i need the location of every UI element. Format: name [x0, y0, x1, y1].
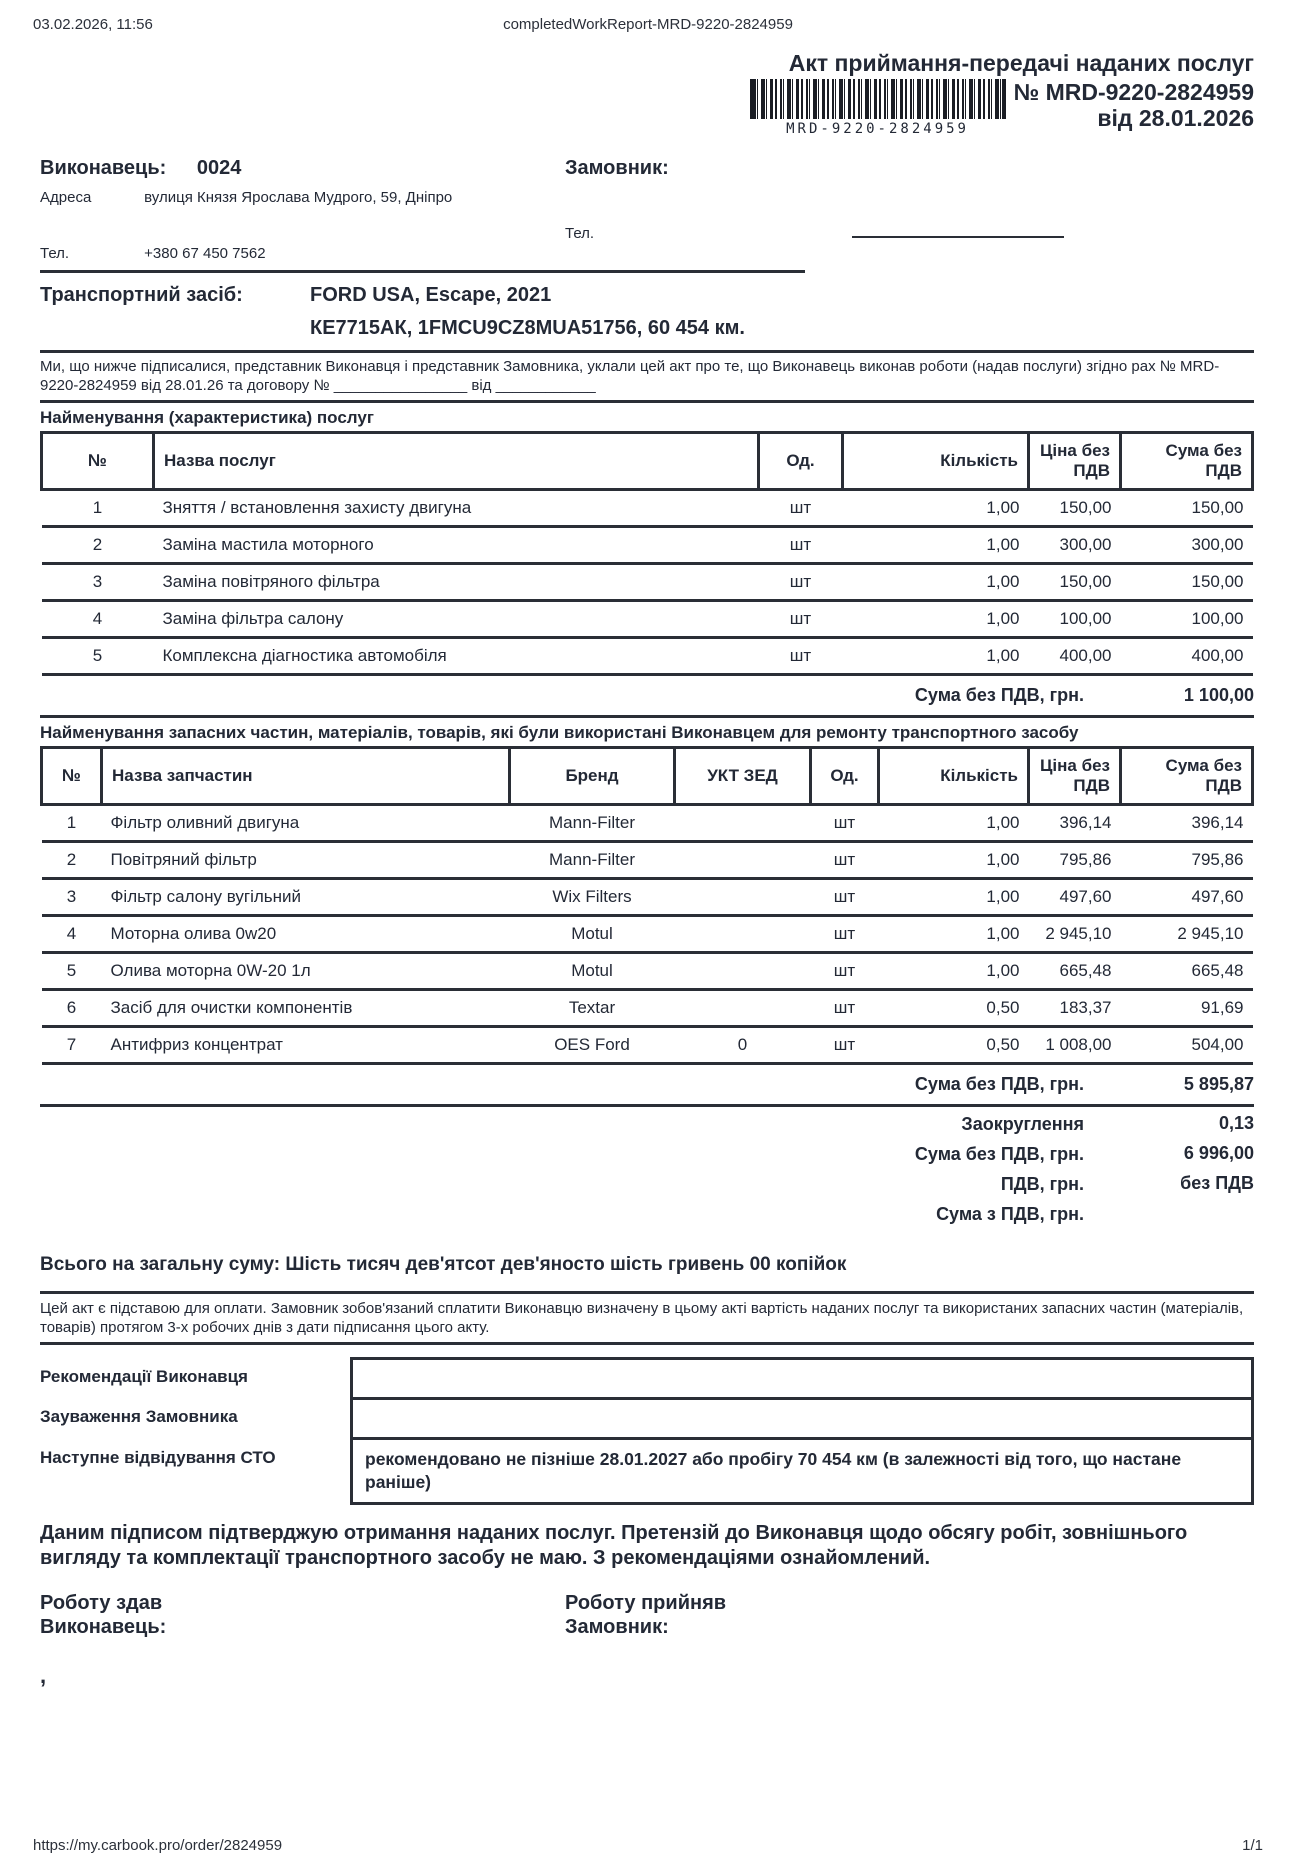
browser-print-footer [33, 1837, 1263, 1854]
cell-unit: шт [811, 805, 879, 842]
part-row [42, 805, 1253, 842]
cell-price: 497,60 [1029, 879, 1121, 916]
cell-qty: 1,00 [843, 564, 1029, 601]
services-col-price: Ціна без ПДВ [1029, 433, 1121, 490]
divider-after-parts [40, 1104, 1254, 1107]
divider-before-terms [40, 1291, 1254, 1294]
cell-price: 100,00 [1029, 601, 1121, 638]
cell-ukt [675, 805, 811, 842]
executor-phone-label: Тел. [40, 245, 70, 262]
cell-sum: 300,00 [1121, 527, 1253, 564]
parts-table [40, 746, 1254, 1065]
vehicle-section [40, 282, 1254, 350]
totals-section [40, 1109, 1254, 1229]
cell-num: 4 [42, 601, 154, 638]
cell-num: 2 [42, 527, 154, 564]
cell-price: 183,37 [1029, 990, 1121, 1027]
footer-page-number: 1/1 [1242, 1837, 1263, 1854]
cell-unit: шт [811, 953, 879, 990]
customer-signature-block [565, 1591, 1254, 1689]
signatures-section [40, 1591, 1254, 1689]
cell-sum: 665,48 [1121, 953, 1253, 990]
sum-with-vat-row [40, 1199, 1254, 1229]
cell-name: Олива моторна 0W-20 1л [102, 953, 510, 990]
customer-label: Замовник: [565, 157, 669, 179]
address-value: вулиця Князя Ярослава Мудрого, 59, Дніпро [144, 189, 453, 206]
executor-recommendations-label: Рекомендації Виконавця [40, 1367, 248, 1386]
document-date: від 28.01.2026 [1097, 105, 1254, 131]
customer-signature-label: Замовник: [565, 1616, 669, 1638]
rounding-row [40, 1109, 1254, 1139]
cell-brand: OES Ford [510, 1027, 675, 1064]
parts-col-qty: Кількість [879, 748, 1029, 805]
cell-price: 300,00 [1029, 527, 1121, 564]
executor-phone-value: +380 67 450 7562 [144, 245, 266, 262]
cell-num: 1 [42, 490, 154, 527]
document-number: № MRD-9220-2824959 [1013, 79, 1254, 105]
cell-price: 396,14 [1029, 805, 1121, 842]
cell-qty: 1,00 [843, 638, 1029, 675]
vehicle-label: Транспортний засіб: [40, 284, 243, 306]
cell-qty: 1,00 [879, 879, 1029, 916]
cell-ukt [675, 842, 811, 879]
sum-no-vat-label: Сума без ПДВ, грн. [914, 1143, 1084, 1164]
cell-unit: шт [759, 527, 843, 564]
document-title: Акт приймання-передачі наданих послуг [788, 50, 1254, 76]
executor-signature-label: Виконавець: [40, 1616, 167, 1638]
address-label: Адреса [40, 189, 92, 206]
cell-qty: 1,00 [879, 842, 1029, 879]
cell-name: Заміна фільтра салону [154, 601, 759, 638]
executor-block [40, 155, 565, 264]
part-row [42, 953, 1253, 990]
divider-after-terms [40, 1342, 1254, 1345]
customer-remarks-field [353, 1400, 1251, 1440]
cell-name: Фільтр оливний двигуна [102, 805, 510, 842]
cell-num: 7 [42, 1027, 102, 1064]
payment-terms: Цей акт є підставою для оплати. Замовник зобов'язаний сплатити Виконавцю визначену в цьому акті вартість наданих послуг та використаних запасних частин (матеріалів, товарів) протягом 3-х робочих днів з дати підписання цього акту. [40, 1300, 1244, 1336]
parts-col-name: Назва запчастин [102, 748, 510, 805]
cell-name: Повітряний фільтр [102, 842, 510, 879]
cell-sum: 497,60 [1121, 879, 1253, 916]
cell-name: Антифриз концентрат [102, 1027, 510, 1064]
executor-signature-block [40, 1591, 565, 1689]
cell-unit: шт [759, 601, 843, 638]
services-section-title: Найменування (характеристика) послуг [40, 408, 374, 427]
part-row [42, 916, 1253, 953]
cell-name: Фільтр салону вугільний [102, 879, 510, 916]
cell-price: 795,86 [1029, 842, 1121, 879]
parties-section [40, 155, 1254, 264]
cell-num: 4 [42, 916, 102, 953]
cell-num: 5 [42, 638, 154, 675]
barcode-block [750, 79, 1006, 137]
cell-ukt [675, 953, 811, 990]
cell-num: 3 [42, 879, 102, 916]
vehicle-plate-vin: КЕ7715АК, 1FMCU9CZ8MUA51756, 60 454 км. [310, 317, 745, 339]
cell-sum: 795,86 [1121, 842, 1253, 879]
service-row [42, 527, 1253, 564]
cell-qty: 1,00 [879, 805, 1029, 842]
services-total-value: 1 100,00 [1183, 685, 1254, 705]
vehicle-model: FORD USA, Escape, 2021 [310, 284, 552, 306]
customer-phone-label: Тел. [565, 225, 595, 242]
services-col-name: Назва послуг [154, 433, 759, 490]
cell-unit: шт [759, 490, 843, 527]
cell-ukt: 0 [675, 1027, 811, 1064]
cell-name: Комплексна діагностика автомобіля [154, 638, 759, 675]
parts-section-title: Найменування запасних частин, матеріалів, товарів, які були використані Виконавцем для ремонту транспортного засобу [40, 723, 1079, 742]
part-row [42, 1027, 1253, 1064]
part-row [42, 879, 1253, 916]
parts-total-value: 5 895,87 [1183, 1074, 1254, 1094]
cell-unit: шт [811, 879, 879, 916]
footer-url: https://my.carbook.pro/order/2824959 [33, 1837, 283, 1854]
services-header-row [42, 433, 1253, 490]
cell-qty: 0,50 [879, 1027, 1029, 1064]
customer-block [565, 155, 1254, 264]
cell-name: Заміна повітряного фільтра [154, 564, 759, 601]
cell-unit: шт [811, 1027, 879, 1064]
vat-value: без ПДВ [1180, 1173, 1254, 1193]
parts-col-price: Ціна без ПДВ [1029, 748, 1121, 805]
cell-qty: 0,50 [879, 990, 1029, 1027]
rounding-value: 0,13 [1218, 1113, 1254, 1133]
cell-unit: шт [811, 842, 879, 879]
cell-price: 150,00 [1029, 564, 1121, 601]
recommendations-section [40, 1357, 1254, 1505]
service-row [42, 564, 1253, 601]
customer-remarks-label: Зауваження Замовника [40, 1407, 238, 1426]
service-row [42, 601, 1253, 638]
cell-qty: 1,00 [843, 527, 1029, 564]
services-total-row [40, 676, 1254, 715]
customer-phone-blank [852, 224, 1064, 238]
document-body [40, 44, 1254, 1689]
divider-after-contacts [40, 270, 805, 273]
signature-mark: , [40, 1663, 47, 1688]
service-row [42, 638, 1253, 675]
part-row [42, 842, 1253, 879]
divider-after-agreement [40, 400, 1254, 403]
parts-col-sum: Сума без ПДВ [1121, 748, 1253, 805]
print-datetime: 03.02.2026, 11:56 [33, 16, 153, 33]
divider-before-agreement [40, 350, 1254, 353]
cell-name: Засіб для очистки компонентів [102, 990, 510, 1027]
cell-qty: 1,00 [879, 916, 1029, 953]
cell-unit: шт [811, 916, 879, 953]
cell-num: 6 [42, 990, 102, 1027]
cell-sum: 396,14 [1121, 805, 1253, 842]
cell-sum: 504,00 [1121, 1027, 1253, 1064]
print-document-name: completedWorkReport-MRD-9220-2824959 [503, 16, 793, 33]
next-visit-label: Наступне відвідування СТО [40, 1448, 276, 1467]
sum-no-vat-value: 6 996,00 [1183, 1143, 1254, 1163]
cell-brand: Motul [510, 916, 675, 953]
cell-price: 150,00 [1029, 490, 1121, 527]
parts-total-row [40, 1065, 1254, 1104]
cell-num: 2 [42, 842, 102, 879]
executor-label: Виконавець: [40, 157, 167, 179]
services-col-unit: Од. [759, 433, 843, 490]
cell-sum: 150,00 [1121, 564, 1253, 601]
sum-with-vat-value [1084, 1203, 1254, 1225]
cell-price: 665,48 [1029, 953, 1121, 990]
cell-brand: Mann-Filter [510, 842, 675, 879]
cell-unit: шт [759, 638, 843, 675]
cell-ukt [675, 879, 811, 916]
divider-after-services [40, 715, 1254, 718]
cell-name: Заміна мастила моторного [154, 527, 759, 564]
executor-recommendations-field [353, 1360, 1251, 1400]
parts-total-label: Сума без ПДВ, грн. [914, 1074, 1084, 1094]
rounding-label: Заокруглення [961, 1113, 1084, 1134]
work-accepted-label: Роботу прийняв [565, 1592, 727, 1614]
cell-num: 1 [42, 805, 102, 842]
parts-col-num: № [42, 748, 102, 805]
cell-sum: 400,00 [1121, 638, 1253, 675]
cell-sum: 100,00 [1121, 601, 1253, 638]
cell-sum: 91,69 [1121, 990, 1253, 1027]
cell-price: 1 008,00 [1029, 1027, 1121, 1064]
cell-unit: шт [759, 564, 843, 601]
next-visit-value: рекомендовано не пізніше 28.01.2027 або пробігу 70 454 км (в залежності від того, що настане раніше) [365, 1449, 1182, 1492]
cell-sum: 150,00 [1121, 490, 1253, 527]
services-col-num: № [42, 433, 154, 490]
barcode-caption: MRD-9220-2824959 [786, 121, 969, 137]
confirmation-text: Даним підписом підтверджую отримання наданих послуг. Претензій до Виконавця щодо обсягу робіт, зовнішнього вигляду та комплектації транспортного засобу не маю. З рекомендаціями ознайомлений. [40, 1522, 1188, 1569]
cell-brand: Textar [510, 990, 675, 1027]
cell-num: 5 [42, 953, 102, 990]
services-col-qty: Кількість [843, 433, 1029, 490]
parts-col-ukt: УКТ ЗЕД [675, 748, 811, 805]
cell-price: 400,00 [1029, 638, 1121, 675]
cell-ukt [675, 990, 811, 1027]
cell-ukt [675, 916, 811, 953]
cell-num: 3 [42, 564, 154, 601]
cell-brand: Wix Filters [510, 879, 675, 916]
vat-label: ПДВ, грн. [1000, 1173, 1084, 1194]
vat-row [40, 1169, 1254, 1199]
browser-print-header [33, 16, 1263, 36]
services-table [40, 431, 1254, 676]
executor-name: 0024 [196, 157, 242, 179]
parts-col-brand: Бренд [510, 748, 675, 805]
recommendations-labels [40, 1357, 350, 1505]
cell-qty: 1,00 [843, 490, 1029, 527]
title-block [40, 50, 1254, 137]
parts-col-unit: Од. [811, 748, 879, 805]
recommendations-box [350, 1357, 1254, 1505]
sum-with-vat-label: Сума з ПДВ, грн. [936, 1203, 1084, 1224]
cell-qty: 1,00 [879, 953, 1029, 990]
total-in-words: Всього на загальну суму: Шість тисяч дев'ятсот дев'яносто шість гривень 00 копійок [40, 1254, 847, 1275]
services-col-sum: Сума без ПДВ [1121, 433, 1253, 490]
service-row [42, 490, 1253, 527]
cell-name: Зняття / встановлення захисту двигуна [154, 490, 759, 527]
sum-no-vat-row [40, 1139, 1254, 1169]
part-row [42, 990, 1253, 1027]
cell-sum: 2 945,10 [1121, 916, 1253, 953]
agreement-text: Ми, що нижче підписалися, представник Виконавця і представник Замовника, уклали цей акт про те, що Виконавець виконав роботи (надав послуги) згідно рах № MRD-9220-2824959 від 28.01.26 та договору № ________________ від ____________ [40, 358, 1220, 394]
cell-price: 2 945,10 [1029, 916, 1121, 953]
work-delivered-label: Роботу здав [40, 1592, 163, 1614]
cell-name: Моторна олива 0w20 [102, 916, 510, 953]
barcode [750, 79, 1006, 119]
services-total-label: Сума без ПДВ, грн. [914, 685, 1084, 705]
cell-qty: 1,00 [843, 601, 1029, 638]
cell-brand: Mann-Filter [510, 805, 675, 842]
cell-brand: Motul [510, 953, 675, 990]
parts-header-row [42, 748, 1253, 805]
cell-unit: шт [811, 990, 879, 1027]
